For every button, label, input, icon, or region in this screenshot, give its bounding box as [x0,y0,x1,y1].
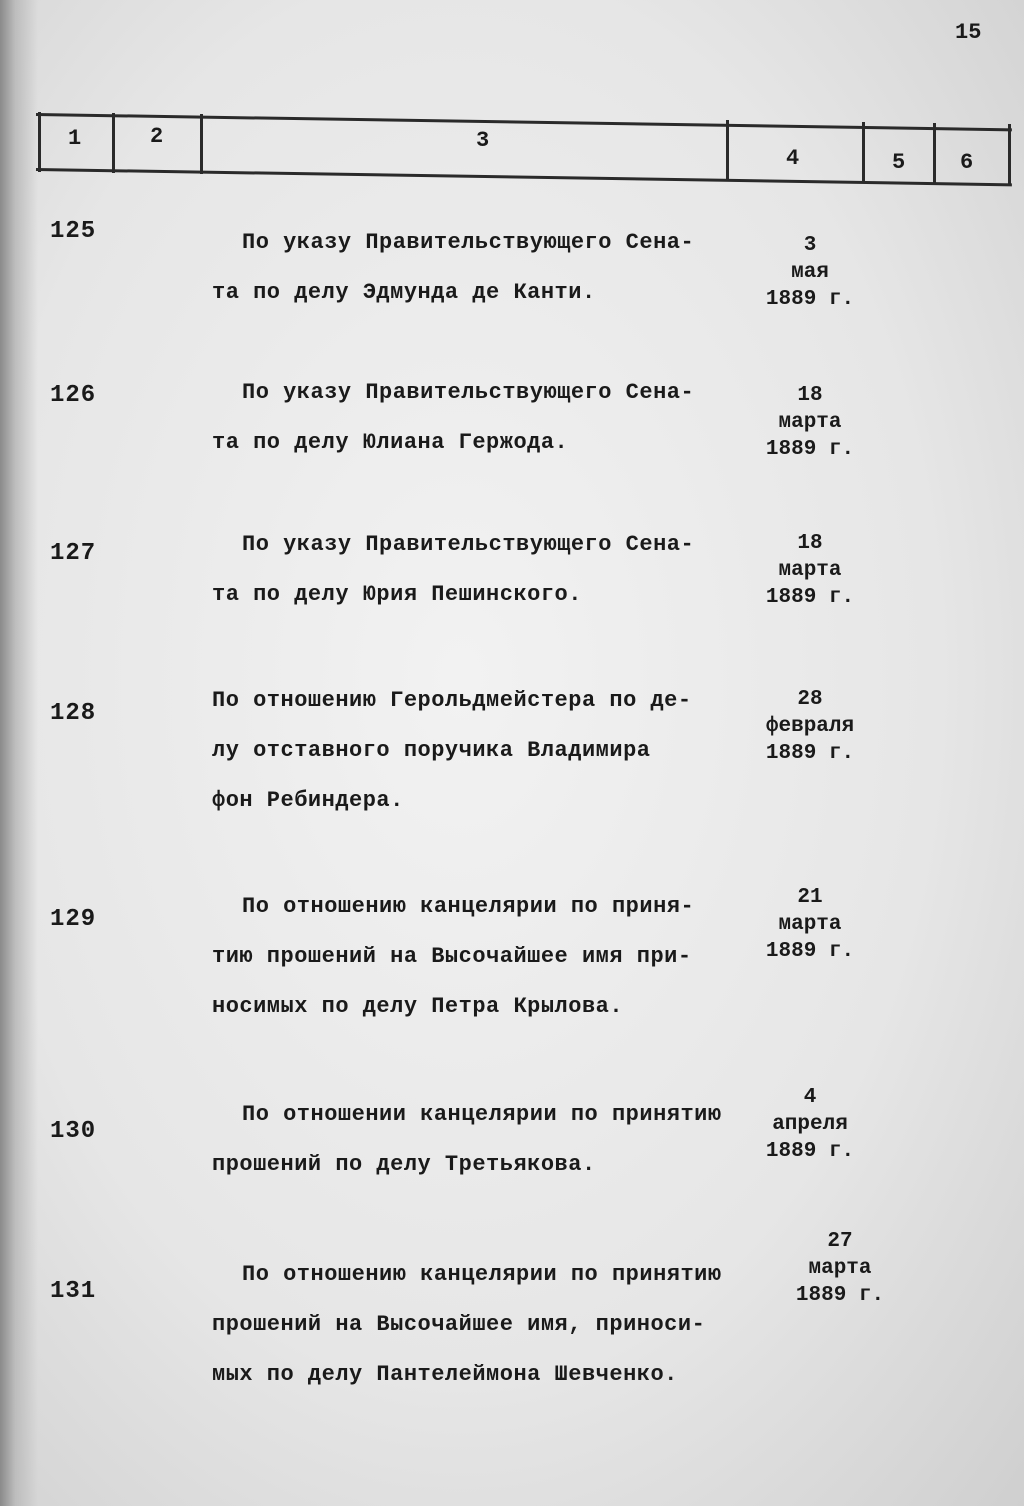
date-day: 21 [797,886,823,909]
row-date [740,232,880,313]
row-date [740,530,880,611]
date-day: 18 [797,384,823,407]
description-line: лу отставного поручика Владимира [212,738,651,763]
header-divider [1008,124,1011,184]
date-day: 27 [827,1230,853,1253]
description-line: По указу Правительствующего Сена- [242,230,695,255]
description-line: та по делу Юрия Пешинского. [212,582,582,607]
date-day: 3 [803,234,817,257]
description-line: прошений на Высочайшее имя, приноси- [212,1312,706,1337]
description-line: тию прошений на Высочайшее имя при- [212,944,692,969]
date-year: 1889 г. [765,288,855,311]
description-line: та по делу Юлиана Гержода. [212,430,569,455]
date-day: 28 [797,688,823,711]
row-number: 131 [50,1278,97,1305]
row-number: 129 [50,906,97,933]
header-top-rule [36,113,1012,131]
date-year: 1889 г. [765,586,855,609]
description-line: мых по делу Пантелеймона Шевченко. [212,1362,678,1387]
description-line: По указу Правительствующего Сена- [242,380,695,405]
date-year: 1889 г. [765,438,855,461]
column-number: 1 [68,126,82,151]
header-divider [112,113,115,173]
row-description [212,882,752,1032]
description-line: носимых по делу Петра Крылова. [212,994,624,1019]
row-number: 125 [50,218,97,245]
date-day: 4 [803,1086,817,1109]
header-bottom-rule [36,168,1012,186]
header-divider [933,123,936,183]
row-description [212,676,752,826]
description-line: фон Ребиндера. [212,788,404,813]
date-month: марта [778,559,842,582]
description-line: По отношению Герольдмейстера по де- [212,688,692,713]
row-number: 127 [50,540,97,567]
row-date [740,382,880,463]
description-line: По указу Правительствующего Сена- [242,532,695,557]
date-month: мая [791,261,829,284]
row-description [212,218,752,318]
description-line: та по делу Эдмунда де Канти. [212,280,596,305]
row-description [212,520,752,620]
description-line: По отношению канцелярии по приня- [242,894,695,919]
date-month: апреля [772,1113,848,1136]
row-description [212,1250,752,1400]
row-date [740,884,880,965]
description-line: прошений по делу Третьякова. [212,1152,596,1177]
row-number: 126 [50,382,97,409]
date-year: 1889 г. [765,940,855,963]
header-divider [726,120,729,180]
row-description [212,1090,752,1190]
header-divider [200,114,203,174]
date-year: 1889 г. [795,1284,885,1307]
date-day: 18 [797,532,823,555]
row-date [770,1228,910,1309]
date-month: марта [778,411,842,434]
row-number: 130 [50,1118,97,1145]
date-month: марта [808,1257,872,1280]
row-date [740,686,880,767]
date-month: марта [778,913,842,936]
row-number: 128 [50,700,97,727]
page-edge-shadow [0,0,38,1506]
description-line: По отношении канцелярии по принятию [242,1102,722,1127]
column-number: 2 [150,124,164,149]
description-line: По отношению канцелярии по принятию [242,1262,722,1287]
header-divider [862,122,865,182]
date-month: февраля [765,715,855,738]
column-number: 6 [960,150,974,175]
row-date [740,1084,880,1165]
header-divider [38,112,41,172]
date-year: 1889 г. [765,1140,855,1163]
column-number: 4 [786,146,800,171]
column-number: 5 [892,150,906,175]
column-number: 3 [476,128,490,153]
row-description [212,368,752,468]
page-number: 15 [955,20,982,45]
date-year: 1889 г. [765,742,855,765]
